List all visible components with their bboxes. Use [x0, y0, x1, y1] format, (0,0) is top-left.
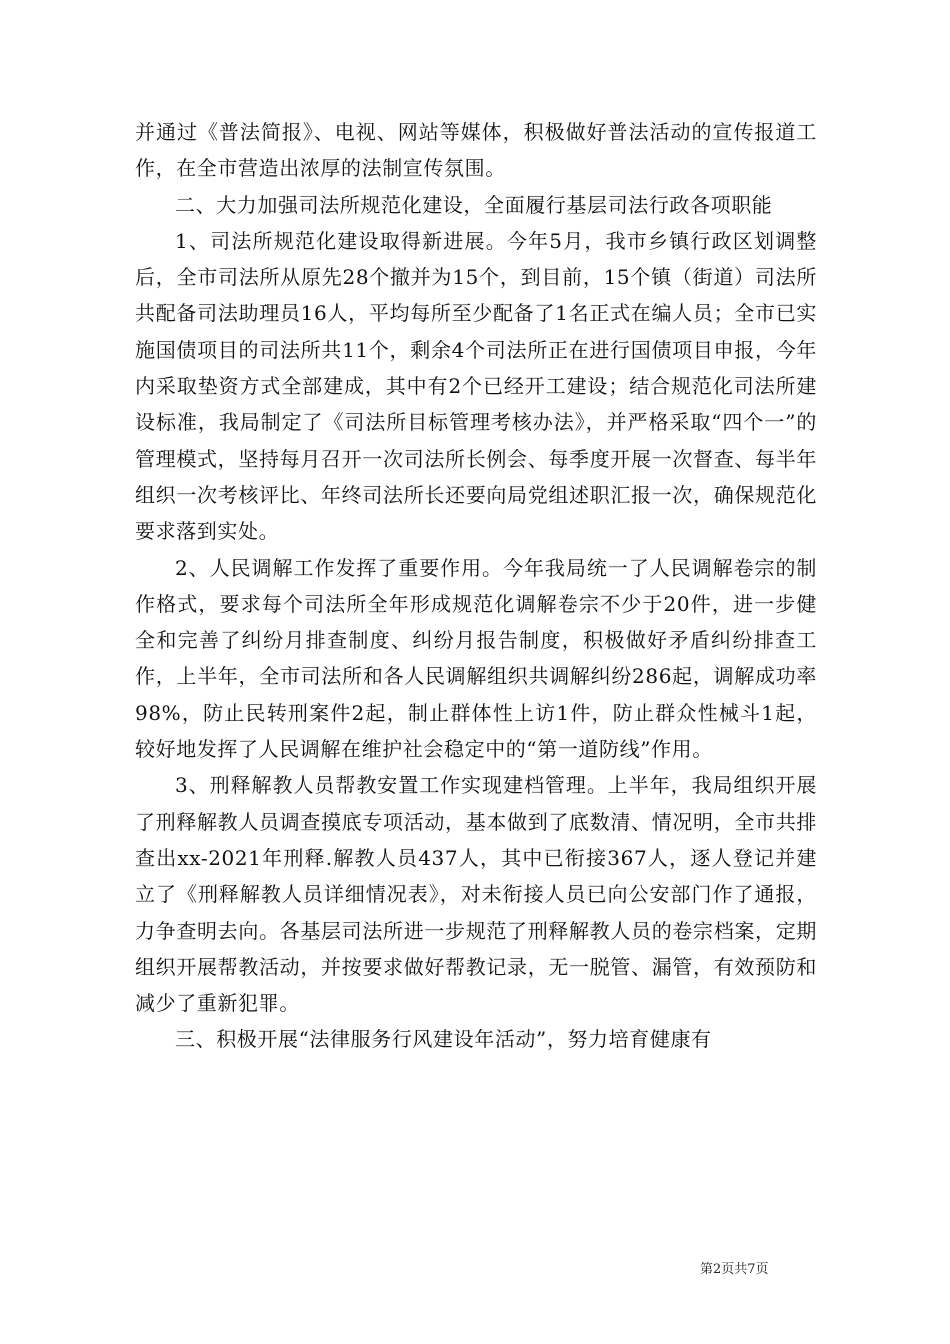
section-heading-three: 三、积极开展“法律服务行风建设年活动”，努力培育健康有 [175, 1027, 712, 1052]
paragraph-continuation: 并通过《普法简报》、电视、网站等媒体，积极做好普法活动的宣传报道工作，在全市营造出浓厚的法制宣传氛围。 [135, 120, 817, 181]
paragraph-people-mediation: 2、人民调解工作发挥了重要作用。今年我局统一了人民调解卷宗的制作格式，要求每个司法所全年形成规范化调解卷宗不少于20件，进一步健全和完善了纠纷月排查制度、纠纷月报告制度，积极做好矛盾纠纷排查工作，上半年，全市司法所和各人民调解组织共调解纠纷286起，调解成功率98%，防止民转刑案件2起，制止群体性上访1件，防止群众性械斗1起，较好地发挥了人民调解在维护社会稳定中的“第一道防线”作用。 [135, 555, 817, 762]
body-text [135, 114, 817, 1058]
page-number-footer: 第2页共7页 [700, 1262, 769, 1277]
section-heading-two: 二、大力加强司法所规范化建设，全面履行基层司法行政各项职能 [175, 192, 773, 217]
paragraph-released-persons-placement: 3、刑释解教人员帮教安置工作实现建档管理。上半年，我局组织开展了刑释解教人员调查摸底专项活动，基本做到了底数清、情况明，全市共排查出xx-2021年刑释.解教人员437人，其中已衔接367人，逐人登记并建立了《刑释解教人员详细情况表》，对未衔接人员已向公安部门作了通报，力争查明去向。各基层司法所进一步规范了刑释解教人员的卷宗档案，定期组织开展帮教活动，并按要求做好帮教记录，无一脱管、漏管，有效预防和减少了重新犯罪。 [135, 773, 817, 1016]
paragraph-judicial-office-construction: 1、司法所规范化建设取得新进展。今年5月，我市乡镇行政区划调整后，全市司法所从原先28个撤并为15个，到目前，15个镇（街道）司法所共配备司法助理员16人，平均每所至少配备了1名正式在编人员；全市已实施国债项目的司法所共11个，剩余4个司法所正在进行国债项目申报，今年内采取垫资方式全部建成，其中有2个已经开工建设；结合规范化司法所建设标准，我局制定了《司法所目标管理考核办法》，并严格采取“四个一”的管理模式，坚持每月召开一次司法所长例会、每季度开展一次督查、每半年组织一次考核评比、年终司法所长还要向局党组述职汇报一次，确保规范化要求落到实处。 [135, 228, 817, 544]
